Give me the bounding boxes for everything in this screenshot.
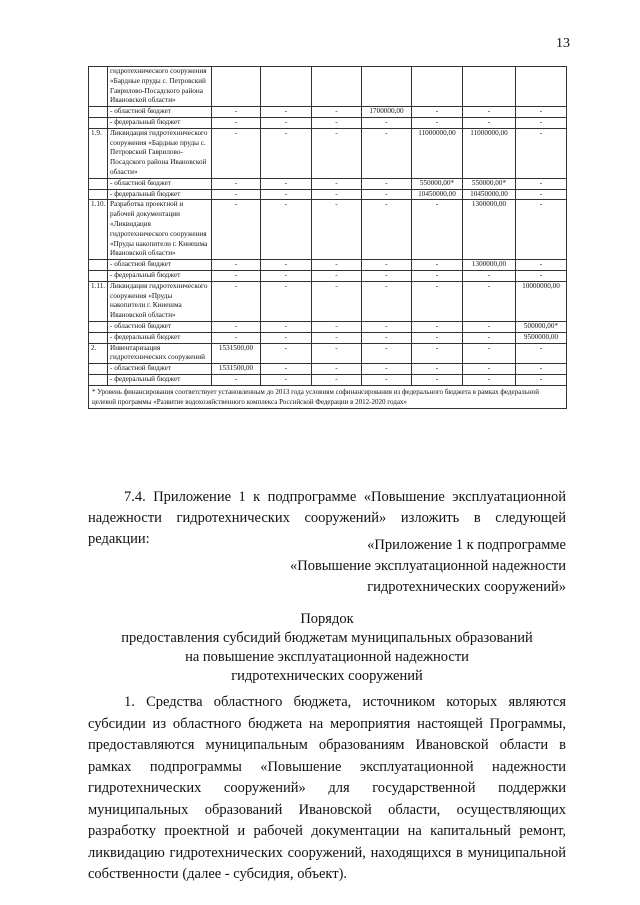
amount-cell: - bbox=[362, 178, 412, 189]
amount-cell: - bbox=[212, 260, 261, 271]
amount-cell: - bbox=[212, 374, 261, 385]
amount-cell: - bbox=[312, 117, 362, 128]
row-number-cell: 1.9. bbox=[89, 128, 108, 178]
amount-cell: 10000000,00 bbox=[516, 281, 567, 321]
amount-cell: - bbox=[261, 281, 312, 321]
table-row bbox=[89, 321, 567, 332]
amount-cell: - bbox=[463, 332, 516, 343]
amount-cell: - bbox=[516, 374, 567, 385]
amount-cell: - bbox=[312, 343, 362, 364]
row-number-cell: 1.10. bbox=[89, 200, 108, 260]
table-row bbox=[89, 67, 567, 107]
amount-cell: 1531500,00 bbox=[212, 364, 261, 375]
amount-cell: - bbox=[412, 321, 463, 332]
table-row bbox=[89, 260, 567, 271]
amount-cell: - bbox=[312, 364, 362, 375]
amount-cell: 1300000,00 bbox=[463, 200, 516, 260]
amount-cell: - bbox=[516, 189, 567, 200]
table-row bbox=[89, 343, 567, 364]
amount-cell: - bbox=[312, 178, 362, 189]
amount-cell: - bbox=[312, 321, 362, 332]
amount-cell: - bbox=[261, 343, 312, 364]
amount-cell: - bbox=[261, 332, 312, 343]
amount-cell: - bbox=[212, 281, 261, 321]
amount-cell: - bbox=[412, 117, 463, 128]
amount-cell: - bbox=[312, 260, 362, 271]
row-name-cell: Ликвидация гидротехнического сооружения «Бардные пруды с. Петровский Гаврилово-Посадского района Ивановской области» bbox=[108, 128, 212, 178]
amount-cell: - bbox=[212, 128, 261, 178]
row-name-cell: - областной бюджет bbox=[108, 107, 212, 118]
row-number-cell bbox=[89, 107, 108, 118]
table-row bbox=[89, 200, 567, 260]
budget-table-container bbox=[88, 66, 566, 409]
amount-cell: - bbox=[463, 107, 516, 118]
title-line-4: гидротехнических сооружений bbox=[231, 668, 423, 684]
amount-cell: - bbox=[261, 189, 312, 200]
amount-cell: - bbox=[212, 270, 261, 281]
amount-cell: - bbox=[212, 189, 261, 200]
amount-cell: - bbox=[261, 374, 312, 385]
amount-cell: - bbox=[362, 281, 412, 321]
page-number: 13 bbox=[556, 36, 570, 51]
procedure-title bbox=[88, 610, 566, 686]
amount-cell: - bbox=[362, 189, 412, 200]
row-name-cell: - федеральный бюджет bbox=[108, 117, 212, 128]
amount-cell: - bbox=[516, 364, 567, 375]
amount-cell: - bbox=[412, 260, 463, 271]
row-number-cell: 2. bbox=[89, 343, 108, 364]
row-name-cell: - областной бюджет bbox=[108, 260, 212, 271]
amount-cell: - bbox=[261, 107, 312, 118]
amount-cell: 500000,00* bbox=[516, 321, 567, 332]
table-row bbox=[89, 189, 567, 200]
amount-cell: 1700000,00 bbox=[362, 107, 412, 118]
row-number-cell bbox=[89, 117, 108, 128]
amount-cell: - bbox=[463, 321, 516, 332]
amount-cell: 9500000,00 bbox=[516, 332, 567, 343]
table-footnote: * Уровень финансирования соответствует установленным до 2013 года условиям софинансирования из федерального бюджета в рамках федеральной целевой программы «Развитие водохозяйственного комплекса Российской Федерации в 2012-2020 годах» bbox=[89, 385, 567, 408]
amount-cell: - bbox=[212, 178, 261, 189]
amount-cell bbox=[412, 67, 463, 107]
amount-cell: - bbox=[463, 364, 516, 375]
row-number-cell bbox=[89, 364, 108, 375]
amount-cell: - bbox=[516, 270, 567, 281]
amount-cell: - bbox=[463, 270, 516, 281]
procedure-body bbox=[88, 692, 566, 886]
amount-cell: 10450000,00 bbox=[463, 189, 516, 200]
row-number-cell: 1.11. bbox=[89, 281, 108, 321]
amount-cell: - bbox=[516, 178, 567, 189]
amount-cell: - bbox=[212, 321, 261, 332]
amount-cell: - bbox=[362, 270, 412, 281]
amount-cell: - bbox=[412, 332, 463, 343]
row-name-cell: - федеральный бюджет bbox=[108, 374, 212, 385]
amount-cell: - bbox=[312, 107, 362, 118]
amount-cell: - bbox=[261, 117, 312, 128]
amount-cell: - bbox=[212, 200, 261, 260]
amount-cell: - bbox=[362, 321, 412, 332]
amount-cell: - bbox=[362, 332, 412, 343]
table-row bbox=[89, 117, 567, 128]
title-line-3: на повышение эксплуатационной надежности bbox=[185, 649, 469, 665]
row-number-cell bbox=[89, 189, 108, 200]
amount-cell: - bbox=[261, 364, 312, 375]
amount-cell: - bbox=[463, 374, 516, 385]
row-name-cell: - федеральный бюджет bbox=[108, 332, 212, 343]
amount-cell: - bbox=[412, 107, 463, 118]
amount-cell: - bbox=[312, 270, 362, 281]
amount-cell: - bbox=[362, 374, 412, 385]
amount-cell: - bbox=[412, 364, 463, 375]
appendix-header bbox=[166, 535, 566, 598]
amount-cell: - bbox=[516, 260, 567, 271]
table-row bbox=[89, 374, 567, 385]
row-number-cell bbox=[89, 321, 108, 332]
appendix-line-1: «Приложение 1 к подпрограмме bbox=[367, 537, 566, 553]
amount-cell: - bbox=[412, 270, 463, 281]
amount-cell: - bbox=[362, 200, 412, 260]
title-line-2: предоставления субсидий бюджетам муниципальных образований bbox=[121, 630, 533, 646]
row-name-cell: - областной бюджет bbox=[108, 364, 212, 375]
amount-cell: - bbox=[412, 374, 463, 385]
amount-cell: - bbox=[516, 117, 567, 128]
amount-cell bbox=[312, 67, 362, 107]
amount-cell: - bbox=[412, 343, 463, 364]
amount-cell: - bbox=[362, 128, 412, 178]
amount-cell: - bbox=[362, 260, 412, 271]
row-name-cell: Инвентаризация гидротехнических сооружений bbox=[108, 343, 212, 364]
table-row bbox=[89, 107, 567, 118]
row-name-cell: - федеральный бюджет bbox=[108, 270, 212, 281]
amount-cell: - bbox=[312, 374, 362, 385]
amount-cell: - bbox=[261, 128, 312, 178]
row-name-cell: Разработка проектной и рабочей документации «Ликвидация гидротехнического сооружения «Пруды накопители г. Кинешма Ивановской области» bbox=[108, 200, 212, 260]
appendix-line-3: гидротехнических сооружений» bbox=[367, 579, 566, 595]
table-row bbox=[89, 364, 567, 375]
amount-cell: - bbox=[516, 107, 567, 118]
title-line-1: Порядок bbox=[300, 611, 354, 627]
amount-cell: 11000000,00 bbox=[412, 128, 463, 178]
amount-cell: - bbox=[261, 270, 312, 281]
row-number-cell bbox=[89, 270, 108, 281]
amount-cell: - bbox=[261, 260, 312, 271]
amendment-text: 7.4. Приложение 1 к подпрограмме «Повышение эксплуатационной надежности гидротехнических сооружений» изложить в следующей редакции: bbox=[88, 489, 566, 547]
appendix-line-2: «Повышение эксплуатационной надежности bbox=[289, 558, 566, 574]
amount-cell: - bbox=[312, 332, 362, 343]
amount-cell: - bbox=[463, 343, 516, 364]
amount-cell: 10450000,00 bbox=[412, 189, 463, 200]
amount-cell: 550000,00* bbox=[412, 178, 463, 189]
paragraph-1: 1. Средства областного бюджета, источником которых являются субсидии из областного бюджета на мероприятия настоящей Программы, предоставляются муниципальным образованиям Ивановской области в рамках подпрограммы «Повышение эксплуатационной надежности гидротехнических сооружений» для государственной поддержки муниципальных образований Ивановской области, осуществляющих разработку проектной и рабочей документации на капитальный ремонт, ликвидацию гидротехнических сооружений, находящихся в муниципальной собственности (далее - субсидия, объект). bbox=[88, 694, 566, 882]
amount-cell: - bbox=[463, 281, 516, 321]
amount-cell: - bbox=[362, 364, 412, 375]
amount-cell: 11000000,00 bbox=[463, 128, 516, 178]
table-row bbox=[89, 281, 567, 321]
row-number-cell bbox=[89, 374, 108, 385]
amount-cell: - bbox=[412, 281, 463, 321]
amount-cell: - bbox=[312, 281, 362, 321]
table-row bbox=[89, 128, 567, 178]
amount-cell: - bbox=[261, 178, 312, 189]
amount-cell: - bbox=[212, 107, 261, 118]
table-row bbox=[89, 332, 567, 343]
row-number-cell bbox=[89, 178, 108, 189]
row-number-cell bbox=[89, 67, 108, 107]
amount-cell bbox=[261, 67, 312, 107]
amount-cell bbox=[362, 67, 412, 107]
amount-cell: - bbox=[362, 343, 412, 364]
amount-cell: - bbox=[362, 117, 412, 128]
amount-cell: - bbox=[516, 200, 567, 260]
amount-cell: - bbox=[516, 128, 567, 178]
budget-table bbox=[88, 66, 567, 409]
row-name-cell: - областной бюджет bbox=[108, 178, 212, 189]
row-name-cell: - федеральный бюджет bbox=[108, 189, 212, 200]
amount-cell bbox=[516, 67, 567, 107]
amount-cell: - bbox=[212, 117, 261, 128]
amount-cell bbox=[212, 67, 261, 107]
amount-cell: 1531500,00 bbox=[212, 343, 261, 364]
amount-cell: 1300000,00 bbox=[463, 260, 516, 271]
amount-cell: - bbox=[212, 332, 261, 343]
amount-cell: - bbox=[463, 117, 516, 128]
amount-cell: - bbox=[412, 200, 463, 260]
table-row bbox=[89, 270, 567, 281]
row-number-cell bbox=[89, 260, 108, 271]
row-name-cell: - областной бюджет bbox=[108, 321, 212, 332]
amount-cell: - bbox=[261, 321, 312, 332]
table-row bbox=[89, 178, 567, 189]
amount-cell: - bbox=[312, 189, 362, 200]
amount-cell bbox=[463, 67, 516, 107]
amount-cell: - bbox=[516, 343, 567, 364]
amount-cell: - bbox=[312, 200, 362, 260]
amount-cell: 550000,00* bbox=[463, 178, 516, 189]
row-number-cell bbox=[89, 332, 108, 343]
amount-cell: - bbox=[312, 128, 362, 178]
row-name-cell: гидротехнического сооружения «Бардные пруды с. Петровский Гаврилово-Посадского района Ивановской области» bbox=[108, 67, 212, 107]
amount-cell: - bbox=[261, 200, 312, 260]
row-name-cell: Ликвидация гидротехнического сооружения «Пруды накопители г. Кинешма Ивановской области» bbox=[108, 281, 212, 321]
